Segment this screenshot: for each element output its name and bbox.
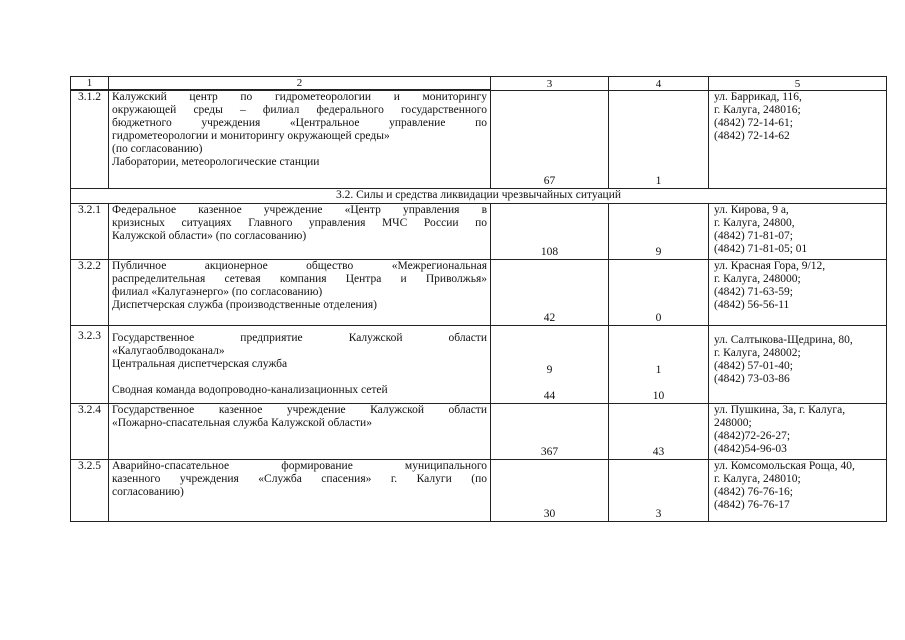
row-description: Калужский центр по гидрометеорологии и мониторингу окружающей среды – филиал федерального государственного бюджетного учреждения «Центральное управление по гидрометеорологии и мониторингу окружающей среды» (по согласованию) Лаборатории, метеорологические станции [109,91,491,189]
header-col-5: 5 [709,77,887,91]
row-address: ул. Салтыкова-Щедрина, 80, г. Калуга, 248002; (4842) 57-01-40; (4842) 73-03-86 [709,326,887,404]
row-count-personnel: 9 44 [491,326,609,404]
services-table [70,76,887,522]
table-row [71,326,887,404]
section-title: 3.2. Силы и средства ликвидации чрезвычайных ситуаций [71,189,887,204]
row-number: 3.2.2 [71,260,109,326]
row-count-personnel: 108 [491,204,609,260]
row-count-equipment: 1 [609,91,709,189]
row-number: 3.2.3 [71,326,109,404]
row-description: Государственное предприятие Калужской области «Калугаоблводоканал» Центральная диспетчерская служба Сводная команда водопроводно-канализационных сетей [109,326,491,404]
row-count-equipment: 0 [609,260,709,326]
row-address: ул. Кирова, 9 а, г. Калуга, 24800, (4842) 71-81-07; (4842) 71-81-05; 01 [709,204,887,260]
table-row [71,460,887,522]
row-description: Государственное казенное учреждение Калужской области «Пожарно-спасательная служба Калужской области» [109,404,491,460]
row-number: 3.2.5 [71,460,109,522]
row-count-personnel: 42 [491,260,609,326]
row-description: Аварийно-спасательное формирование муниципального казенного учреждения «Служба спасения» г. Калуги (по согласованию) [109,460,491,522]
row-address: ул. Красная Гора, 9/12, г. Калуга, 248000; (4842) 71-63-59; (4842) 56-56-11 [709,260,887,326]
header-col-3: 3 [491,77,609,91]
table-row [71,404,887,460]
row-description: Публичное акционерное общество «Межрегиональная распределительная сетевая компания Центра и Приволжья» филиал «Калугаэнерго» (по согласованию) Диспетчерская служба (производственные отделения) [109,260,491,326]
table-header-row [71,77,887,90]
row-count-personnel: 67 [491,91,609,189]
row-count-equipment: 9 [609,204,709,260]
row-count-equipment: 1 10 [609,326,709,404]
header-col-1: 1 [71,77,109,90]
row-number: 3.1.2 [71,91,109,189]
table-row [71,91,887,189]
section-header-row [71,189,887,204]
table-row [71,204,887,260]
row-description: Федеральное казенное учреждение «Центр управления в кризисных ситуациях Главного управления МЧС России по Калужской области» (по согласованию) [109,204,491,260]
table-row [71,260,887,326]
header-col-2: 2 [109,77,491,90]
row-count-personnel: 30 [491,460,609,522]
row-count-equipment: 43 [609,404,709,460]
row-address: ул. Комсомольская Роща, 40, г. Калуга, 248010; (4842) 76-76-16; (4842) 76-76-17 [709,460,887,522]
row-number: 3.2.4 [71,404,109,460]
header-col-4: 4 [609,77,709,91]
row-address: ул. Баррикад, 116, г. Калуга, 248016; (4842) 72-14-61; (4842) 72-14-62 [709,91,887,189]
row-number: 3.2.1 [71,204,109,260]
row-count-equipment: 3 [609,460,709,522]
row-address: ул. Пушкина, 3а, г. Калуга, 248000; (4842)72-26-27; (4842)54-96-03 [709,404,887,460]
row-count-personnel: 367 [491,404,609,460]
